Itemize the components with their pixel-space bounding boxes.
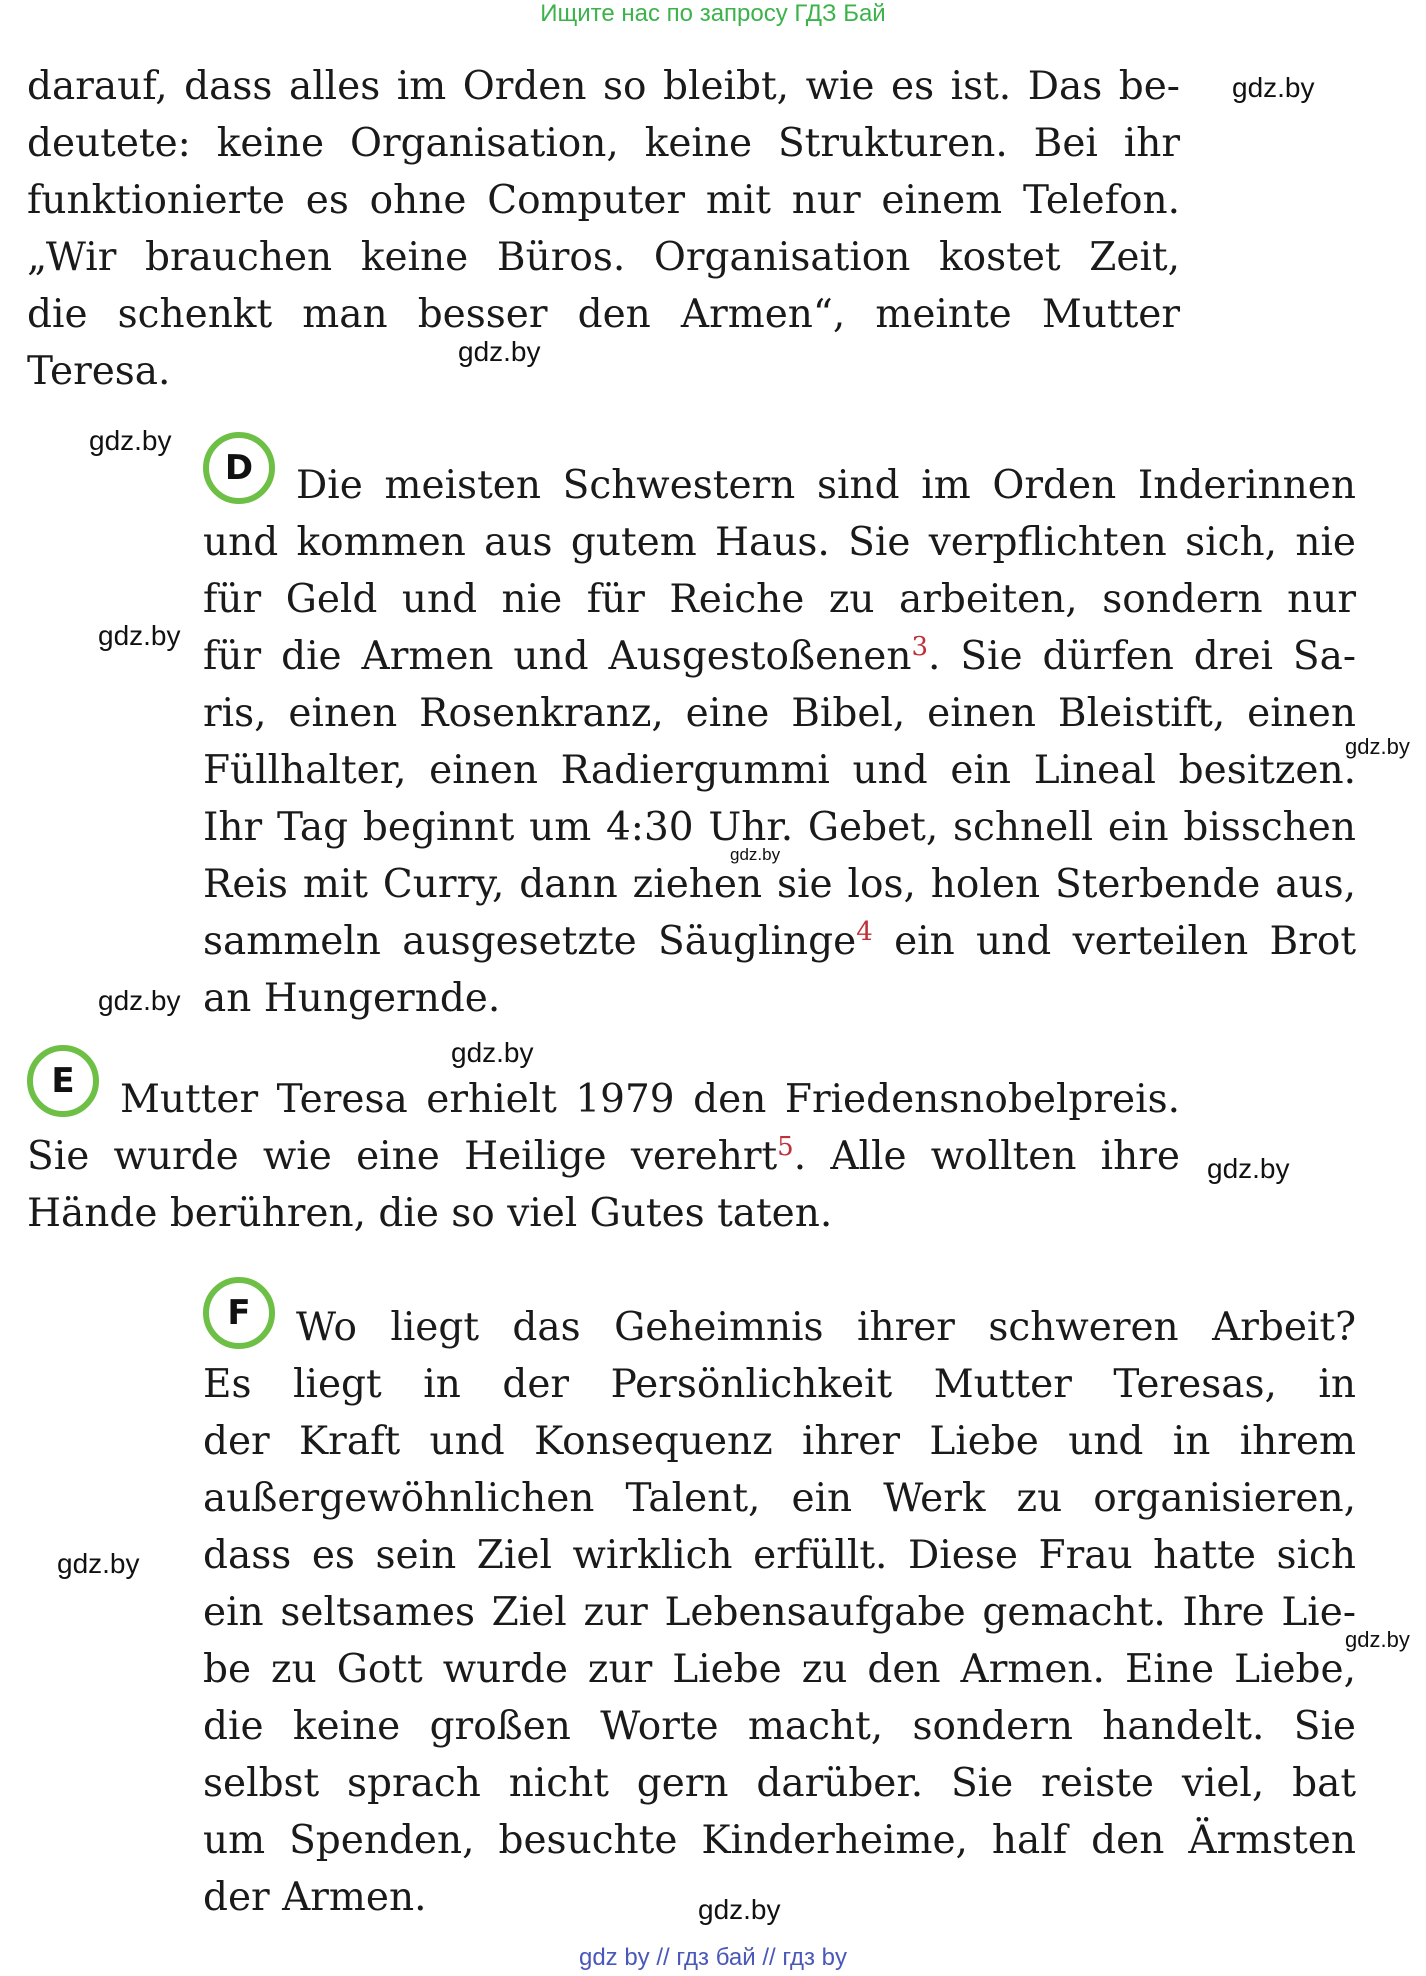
text-line: ein seltsames Ziel zur Lebensaufgabe gemacht. Ihre Lie-	[203, 1590, 1356, 1635]
text-line: selbst sprach nicht gern darüber. Sie reiste viel, bat	[203, 1761, 1356, 1806]
text-line	[27, 1128, 1180, 1185]
text-segment: Mutter Teresa erhielt 1979 den Friedensnobelpreis.	[120, 1077, 1180, 1122]
text-line: die schenkt man besser den Armen“, meinte Mutter	[27, 292, 1180, 337]
text-line	[203, 913, 1356, 970]
watermark: gdz.by	[1232, 72, 1315, 103]
text-segment: . Alle wollten ihre	[793, 1134, 1180, 1179]
text-line: darauf, dass alles im Orden so bleibt, wie es ist. Das be-	[27, 64, 1180, 109]
text-line: und kommen aus gutem Haus. Sie verpflichten sich, nie	[203, 520, 1356, 565]
text-line: Teresa.	[27, 349, 171, 394]
text-line: Es liegt in der Persönlichkeit Mutter Teresas, in	[203, 1362, 1356, 1407]
text-line: um Spenden, besuchte Kinderheime, half den Ärmsten	[203, 1818, 1356, 1863]
footnote-ref[interactable]: 3	[911, 632, 929, 662]
watermark: gdz.by	[98, 620, 181, 651]
footnote-ref[interactable]: 4	[856, 917, 873, 947]
text-segment: Sie wurde wie eine Heilige verehrt	[27, 1134, 778, 1179]
text-line: deutete: keine Organisation, keine Strukturen. Bei ihr	[27, 121, 1180, 166]
watermark: gdz.by	[89, 425, 172, 456]
watermark: gdz.by	[57, 1548, 140, 1579]
text-segment: sammeln ausgesetzte Säuglinge	[203, 919, 857, 964]
text-line: funktionierte es ohne Computer mit nur einem Telefon.	[27, 178, 1180, 223]
watermark: gdz.by	[98, 985, 181, 1016]
site-header: Ищите нас по запросу ГДЗ Бай	[540, 0, 886, 27]
text-segment: Wo liegt das Geheimnis ihrer schweren Arbeit?	[296, 1305, 1356, 1350]
section-marker-d: D	[203, 432, 275, 504]
text-line: die keine großen Worte macht, sondern handelt. Sie	[203, 1704, 1356, 1749]
text-line: der Armen.	[203, 1875, 427, 1920]
section-marker-f: F	[203, 1277, 275, 1349]
watermark: gdz.by	[1207, 1153, 1290, 1184]
watermark: gdz.by	[458, 336, 541, 367]
text-segment: . Sie dürfen drei Sa-	[928, 634, 1356, 679]
text-segment: ein und verteilen Brot	[872, 919, 1356, 964]
section-marker-e: E	[27, 1045, 99, 1117]
paragraph-c	[27, 58, 1180, 400]
site-footer: gdz by // гдз бай // гдз by	[578, 1944, 848, 1971]
text-segment: für die Armen und Ausgestoßenen	[203, 634, 912, 679]
watermark: gdz.by	[698, 1894, 781, 1925]
text-line	[27, 1071, 1180, 1128]
text-line: für Geld und nie für Reiche zu arbeiten, sondern nur	[203, 577, 1356, 622]
watermark: gdz.by	[1345, 734, 1410, 759]
text-line: dass es sein Ziel wirklich erfüllt. Diese Frau hatte sich	[203, 1533, 1356, 1578]
text-line	[203, 1299, 1356, 1356]
text-line: der Kraft und Konsequenz ihrer Liebe und in ihrem	[203, 1419, 1356, 1464]
text-segment: Die meisten Schwestern sind im Orden Inderinnen	[296, 463, 1356, 508]
paragraph-f	[203, 1299, 1356, 1926]
footnote-ref[interactable]: 5	[777, 1132, 794, 1162]
watermark: gdz.by	[451, 1037, 534, 1068]
paragraph-d	[203, 457, 1356, 1027]
text-line	[203, 628, 1356, 685]
watermark: gdz.by	[730, 845, 781, 864]
text-line: außergewöhnlichen Talent, ein Werk zu organisieren,	[203, 1476, 1356, 1521]
text-line: ris, einen Rosenkranz, eine Bibel, einen Bleistift, einen	[203, 691, 1356, 736]
text-line	[203, 457, 1356, 514]
text-line: be zu Gott wurde zur Liebe zu den Armen. Eine Liebe,	[203, 1647, 1356, 1692]
paragraph-e	[27, 1071, 1180, 1242]
text-line: Reis mit Curry, dann ziehen sie los, holen Sterbende aus,	[203, 862, 1356, 907]
text-line: Hände berühren, die so viel Gutes taten.	[27, 1191, 833, 1236]
text-line: an Hungernde.	[203, 976, 501, 1021]
watermark: gdz.by	[1345, 1627, 1410, 1652]
text-line: Füllhalter, einen Radiergummi und ein Lineal besitzen.	[203, 748, 1356, 793]
text-line: „Wir brauchen keine Büros. Organisation kostet Zeit,	[27, 235, 1180, 280]
text-line: Ihr Tag beginnt um 4:30 Uhr. Gebet, schnell ein bisschen	[203, 805, 1356, 850]
